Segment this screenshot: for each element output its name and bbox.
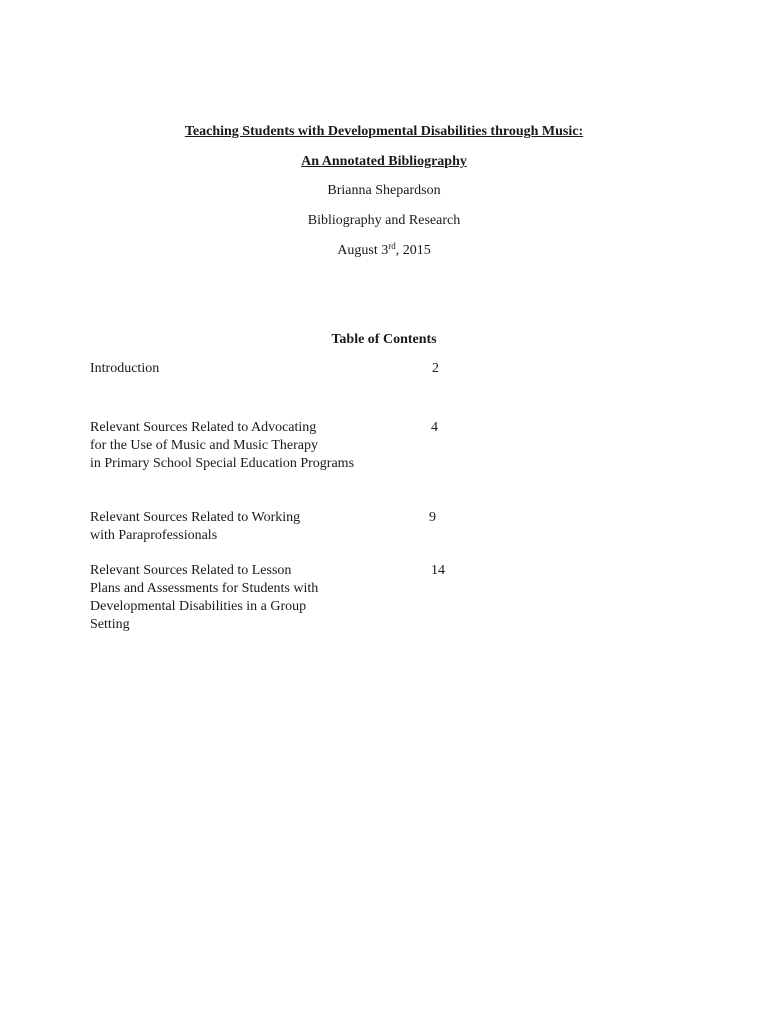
document-date <box>0 242 768 260</box>
toc-page-number: 4 <box>431 420 438 435</box>
course-name: Bibliography and Research <box>307 213 461 228</box>
toc-entry-line: Relevant Sources Related to Advocating <box>90 420 317 435</box>
toc-entry-line: Relevant Sources Related to Working <box>90 510 301 525</box>
toc-entry-line: Plans and Assessments for Students with <box>90 581 319 596</box>
toc-entry-introduction <box>90 360 390 378</box>
toc-page-number: 9 <box>429 510 436 525</box>
toc-page-number: 2 <box>432 361 439 376</box>
toc-entry-advocating <box>90 419 390 473</box>
date-year: , 2015 <box>395 243 431 258</box>
toc-entry-line: Introduction <box>90 361 160 376</box>
toc-entry-line: Developmental Disabilities in a Group <box>90 599 307 614</box>
author-name: Brianna Shepardson <box>327 183 441 198</box>
title-line-2: An Annotated Bibliography <box>301 154 467 169</box>
toc-entry-line: Relevant Sources Related to Lesson <box>90 563 292 578</box>
toc-entry-line: with Paraprofessionals <box>90 528 218 543</box>
date-month-day: August 3 <box>337 243 389 258</box>
title-line-1: Teaching Students with Developmental Disabilities through Music: <box>184 124 584 139</box>
toc-entry-paraprofessionals <box>90 509 390 545</box>
date-ordinal-suffix: rd <box>388 241 396 251</box>
toc-entry-line: for the Use of Music and Music Therapy <box>90 438 318 453</box>
toc-entry-line: Setting <box>90 617 130 632</box>
toc-page-number: 14 <box>431 563 445 578</box>
toc-entry-line: in Primary School Special Education Programs <box>90 456 355 471</box>
toc-heading: Table of Contents <box>331 332 437 347</box>
toc-entry-lesson-plans <box>90 562 390 634</box>
